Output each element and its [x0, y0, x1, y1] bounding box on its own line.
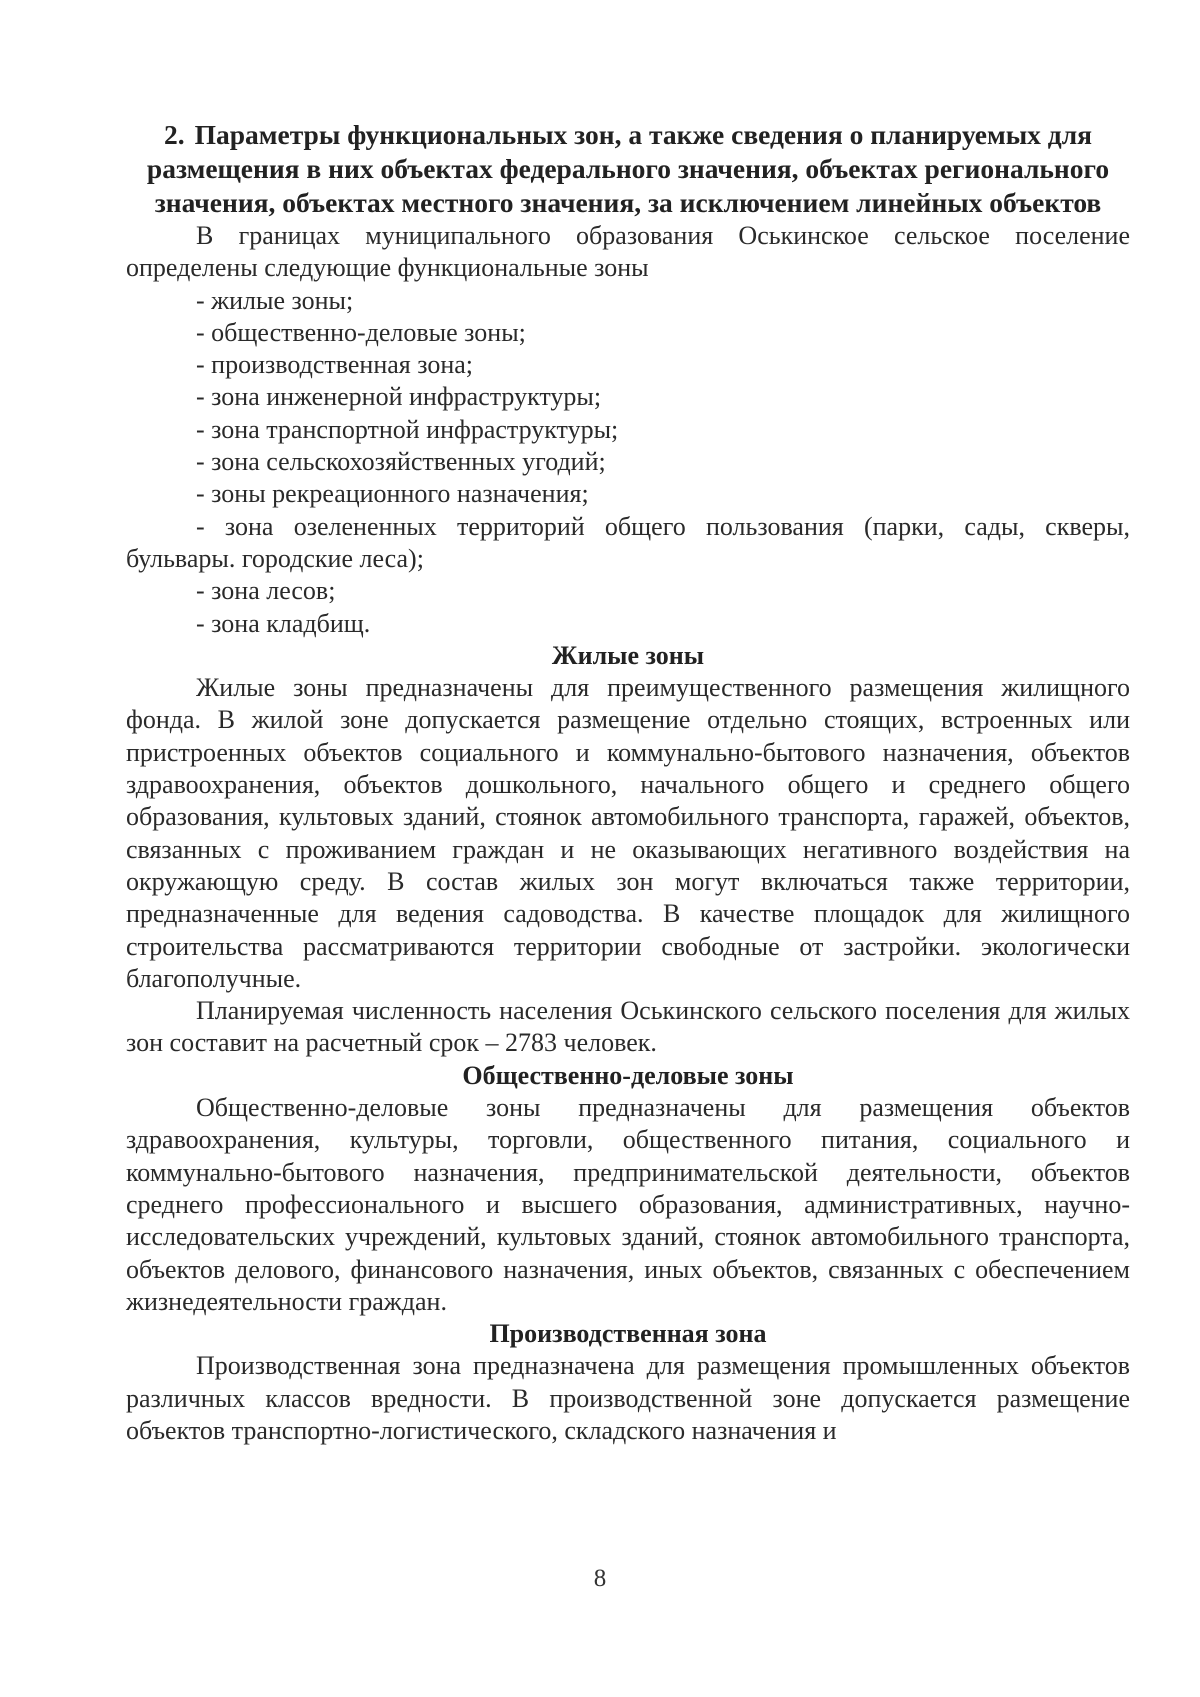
list-item: - зона лесов; — [196, 576, 336, 606]
list-item: - зона транспортной инфраструктуры; — [196, 414, 619, 444]
intro-paragraph: В границах муниципального образования Оськинское сельское поселение определены следующие функциональные зоны — [126, 221, 1130, 283]
list-item: - зона сельскохозяйственных угодий; — [196, 447, 606, 477]
industrial-zone-heading: Производственная зона — [489, 1319, 767, 1349]
residential-zones-heading: Жилые зоны — [551, 640, 705, 670]
section-heading — [126, 118, 1130, 220]
section-number: 2. — [163, 119, 185, 150]
residential-paragraph: Жилые зоны предназначены для преимущественного размещения жилищного фонда. В жилой зоне допускается размещение отдельно стоящих, встроенных или пристроенных объектов социального и коммунально-бытового назначения, объектов здравоохранения, объектов дошкольного, начального общего и среднего общего образования, культовых зданий, стоянок автомобильного транспорта, гаражей, объектов, связанных с проживанием граждан и не оказывающих негативного воздействия на окружающую среду. В состав жилых зон могут включаться также территории, предназначенные для ведения садоводства. В качестве площадок для жилищного строительства рассматриваются территории свободные от застройки. экологически благополучные. — [126, 673, 1130, 993]
population-paragraph: Планируемая численность населения Оськинского сельского поселения для жилых зон составит на расчетный срок – 2783 человек. — [126, 996, 1130, 1058]
list-item: - зоны рекреационного назначения; — [196, 479, 589, 509]
section-heading-text: Параметры функциональных зон, а также сведения о планируемых для размещения в них объектах федерального значения, объектах регионального значения, объектах местного значения, за исключением линейных объектов — [146, 119, 1110, 218]
zones-list — [126, 285, 1130, 640]
list-item: - производственная зона; — [196, 350, 474, 380]
list-item: - зона инженерной инфраструктуры; — [196, 382, 602, 412]
list-item: - зона озелененных территорий общего пользования (парки, сады, скверы, бульвары. городские леса); — [126, 511, 1130, 573]
list-item: - общественно-деловые зоны; — [196, 317, 526, 347]
industrial-paragraph: Производственная зона предназначена для размещения промышленных объектов различных классов вредности. В производственной зоне допускается размещение объектов транспортно-логистического, складского назначения и — [126, 1351, 1130, 1445]
list-item: - жилые зоны; — [196, 285, 354, 315]
public-business-paragraph: Общественно-деловые зоны предназначены для размещения объектов здравоохранения, культуры, торговли, общественного питания, социального и коммунально-бытового назначения, предпринимательской деятельности, объектов среднего профессионального и высшего образования, административных, научно-исследовательских учреждений, культовых зданий, стоянок автомобильного транспорта, объектов делового, финансового назначения, иных объектов, связанных с обеспечением жизнедеятельности граждан. — [126, 1093, 1130, 1316]
public-business-zones-heading: Общественно-деловые зоны — [462, 1060, 794, 1090]
page-number: 8 — [593, 1565, 607, 1592]
page-content — [126, 118, 1130, 1447]
list-item: - зона кладбищ. — [196, 608, 371, 638]
